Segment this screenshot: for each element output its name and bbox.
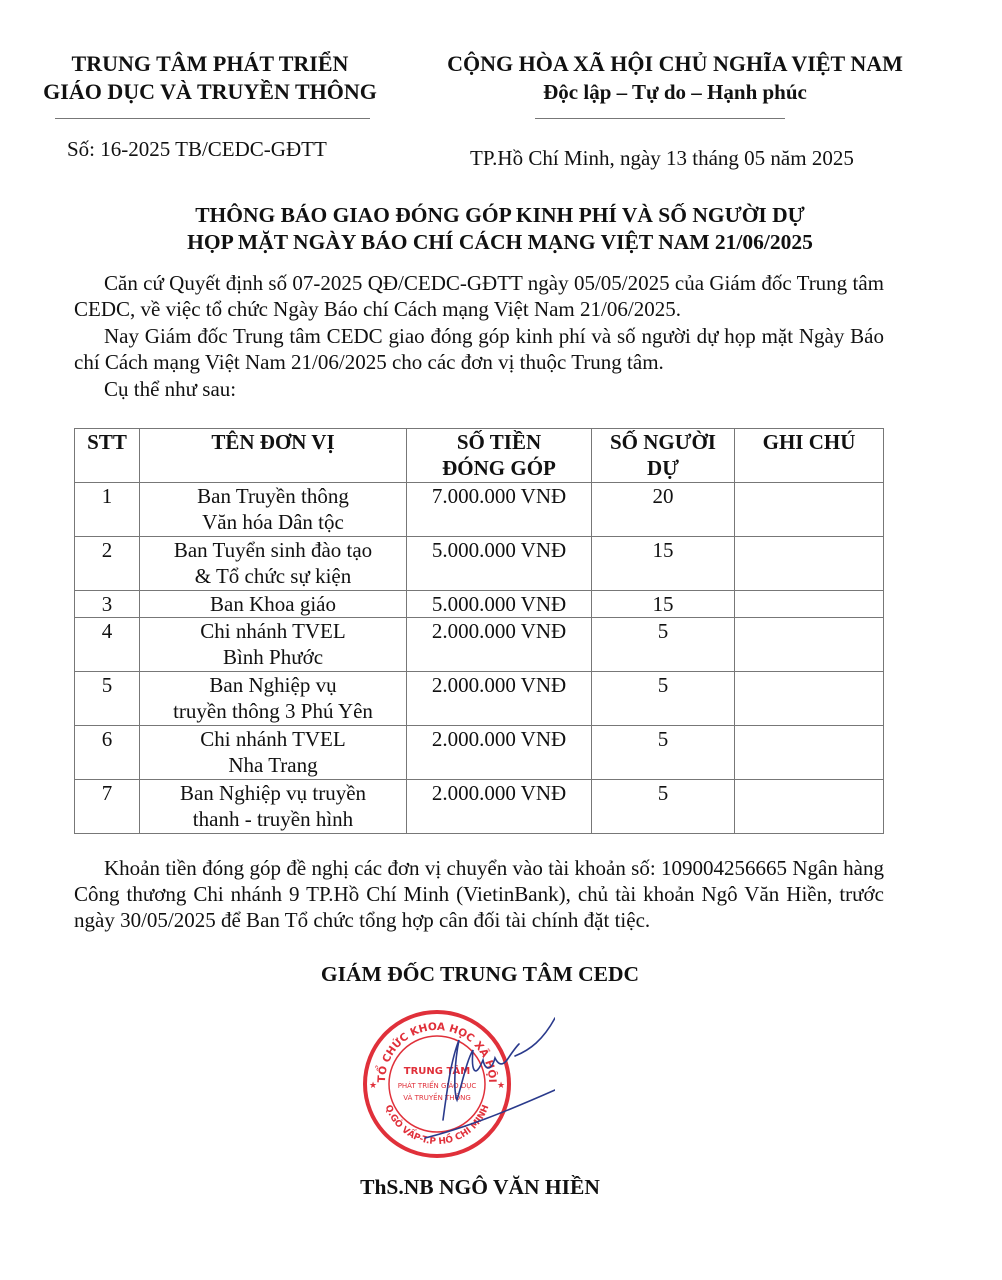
cell-amount: 2.000.000 VNĐ: [407, 780, 592, 834]
org-name-line2: GIÁO DỤC VÀ TRUYỀN THÔNG: [43, 79, 377, 104]
cell-note: [735, 672, 884, 726]
cell-note: [735, 618, 884, 672]
contribution-table: [74, 428, 884, 834]
cell-attendees: 5: [592, 780, 735, 834]
signatory-name: ThS.NB NGÔ VĂN HIỀN: [360, 1175, 600, 1199]
table-row: [75, 483, 884, 537]
cell-attendees: 5: [592, 726, 735, 780]
cell-unit-name: Ban Nghiệp vụ truyền thông 3 Phú Yên: [140, 672, 407, 726]
cell-unit-name: Chi nhánh TVEL Nha Trang: [140, 726, 407, 780]
stamp-star-left-icon: ★: [369, 1080, 378, 1090]
table-row: [75, 672, 884, 726]
paragraph-legal-basis: Căn cứ Quyết định số 07-2025 QĐ/CEDC-GĐTT ngày 05/05/2025 của Giám đốc Trung tâm CEDC, về việc tổ chức Ngày Báo chí Cách mạng Việt Nam 21/06/2025.: [74, 271, 884, 321]
country-name: CỘNG HÒA XÃ HỘI CHỦ NGHĨA VIỆT NAM: [447, 51, 903, 76]
stamp-outer-text-top: TỔ CHỨC KHOA HỌC XÃ HỘI: [375, 1020, 499, 1083]
cell-stt: 4: [75, 618, 140, 672]
paragraph-assignment: Nay Giám đốc Trung tâm CEDC giao đóng góp kinh phí và số người dự họp mặt Ngày Báo chí Cách mạng Việt Nam 21/06/2025 cho các đơn vị thuộc Trung tâm.: [74, 324, 884, 374]
cell-note: [735, 780, 884, 834]
table-header-row: [75, 429, 884, 483]
signatory-title: GIÁM ĐỐC TRUNG TÂM CEDC: [320, 962, 640, 986]
cell-note: [735, 537, 884, 591]
cell-stt: 6: [75, 726, 140, 780]
cell-unit-name: Ban Khoa giáo: [140, 591, 407, 618]
title-line2: HỌP MẶT NGÀY BÁO CHÍ CÁCH MẠNG VIỆT NAM 21/06/2025: [187, 230, 813, 254]
stamp-outer-text-bottom: Q.GÒ VẤP-T.P HỒ CHÍ MINH: [382, 1103, 492, 1148]
document-number: Số: 16-2025 TB/CEDC-GĐTT: [67, 137, 327, 161]
table-row: [75, 537, 884, 591]
cell-unit-name: Ban Nghiệp vụ truyền thanh - truyền hình: [140, 780, 407, 834]
table-row: [75, 591, 884, 618]
cell-stt: 7: [75, 780, 140, 834]
country-header: [420, 50, 930, 106]
place-date: TP.Hồ Chí Minh, ngày 13 tháng 05 năm 2025: [470, 146, 854, 170]
cell-amount: 2.000.000 VNĐ: [407, 726, 592, 780]
cell-unit-name: Ban Tuyển sinh đào tạo & Tổ chức sự kiện: [140, 537, 407, 591]
cell-amount: 2.000.000 VNĐ: [407, 672, 592, 726]
cell-attendees: 15: [592, 537, 735, 591]
document-title: [60, 202, 940, 256]
table-row: [75, 726, 884, 780]
cell-stt: 1: [75, 483, 140, 537]
cell-note: [735, 483, 884, 537]
cell-amount: 7.000.000 VNĐ: [407, 483, 592, 537]
table-row: [75, 618, 884, 672]
cell-stt: 3: [75, 591, 140, 618]
cell-unit-name: Ban Truyền thông Văn hóa Dân tộc: [140, 483, 407, 537]
cell-amount: 5.000.000 VNĐ: [407, 591, 592, 618]
cell-unit-name: Chi nhánh TVEL Bình Phước: [140, 618, 407, 672]
cell-amount: 5.000.000 VNĐ: [407, 537, 592, 591]
stamp-inner-line3: VÀ TRUYỀN THÔNG: [403, 1094, 471, 1102]
paragraph-intro: Cụ thể như sau:: [104, 377, 237, 401]
cell-note: [735, 726, 884, 780]
header-amount: SỐ TIỀN ĐÓNG GÓP: [407, 429, 592, 483]
header-unit-name: TÊN ĐƠN VỊ: [140, 429, 407, 483]
title-line1: THÔNG BÁO GIAO ĐÓNG GÓP KINH PHÍ VÀ SỐ NGƯỜI DỰ: [195, 203, 805, 227]
table-row: [75, 780, 884, 834]
paragraph-payment-instructions: Khoản tiền đóng góp đề nghị các đơn vị chuyển vào tài khoản số: 109004256665 Ngân hàng Công thương Chi nhánh 9 TP.Hồ Chí Minh (VietinBank), chủ tài khoản Ngô Văn Hiền, trước ngày 30/05/2025 để Ban Tổ chức tổng hợp cân đối tài chính đặt tiệc.: [74, 856, 884, 932]
org-underline: [55, 118, 370, 119]
cell-amount: 2.000.000 VNĐ: [407, 618, 592, 672]
official-stamp-icon: [355, 1000, 555, 1165]
cell-attendees: 5: [592, 672, 735, 726]
header-stt: STT: [75, 429, 140, 483]
org-header: [20, 50, 400, 106]
cell-stt: 2: [75, 537, 140, 591]
cell-attendees: 15: [592, 591, 735, 618]
cell-note: [735, 591, 884, 618]
cell-attendees: 5: [592, 618, 735, 672]
cell-stt: 5: [75, 672, 140, 726]
stamp-star-right-icon: ★: [497, 1080, 506, 1090]
header-note: GHI CHÚ: [735, 429, 884, 483]
national-motto: Độc lập – Tự do – Hạnh phúc: [543, 80, 807, 104]
org-name-line1: TRUNG TÂM PHÁT TRIỂN: [71, 51, 349, 76]
cell-attendees: 20: [592, 483, 735, 537]
stamp-inner-line1: TRUNG TÂM: [403, 1066, 471, 1077]
stamp-inner-line2: PHÁT TRIỂN GIÁO DỤC: [397, 1082, 477, 1090]
motto-underline: [535, 118, 785, 119]
header-attendees: SỐ NGƯỜI DỰ: [592, 429, 735, 483]
